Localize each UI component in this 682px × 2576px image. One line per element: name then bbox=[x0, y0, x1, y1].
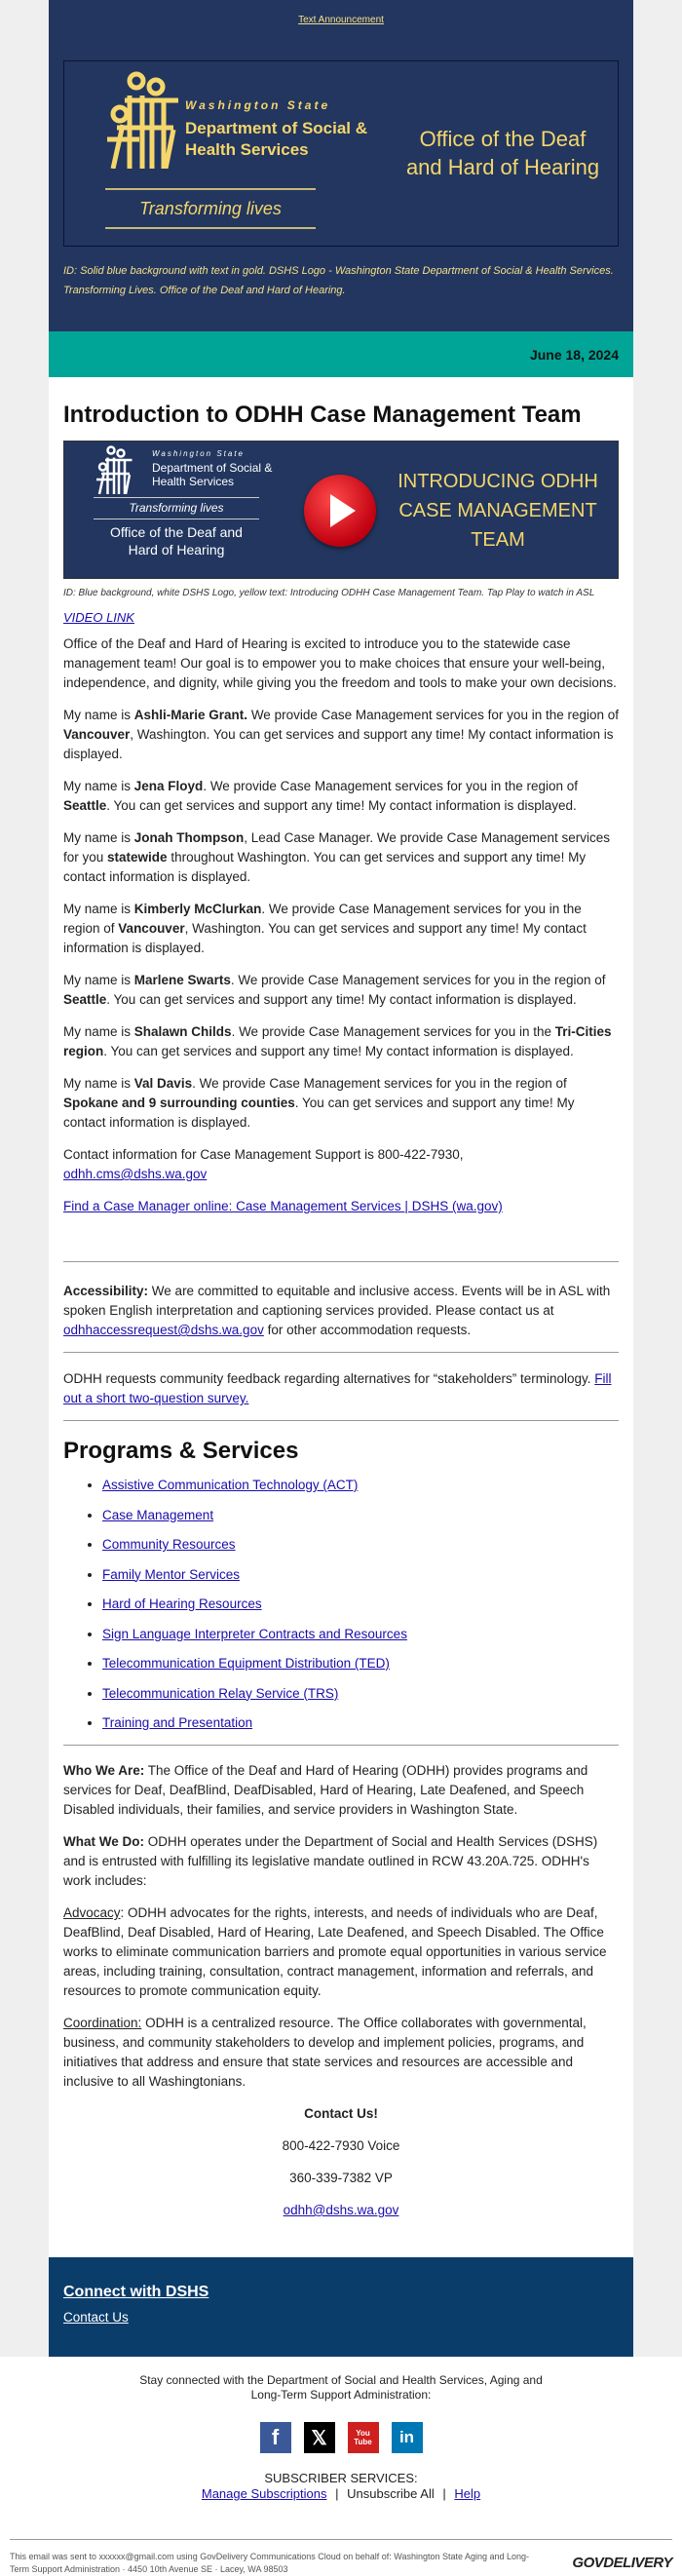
contact-text: Contact information for Case Management Support is 800-422-7930, bbox=[63, 1147, 464, 1162]
list-item bbox=[102, 1684, 619, 1704]
legal-footer bbox=[10, 2539, 672, 2576]
separator: | bbox=[442, 2486, 446, 2501]
survey-link[interactable]: Fill out a short two-question survey. bbox=[63, 1371, 612, 1405]
feedback-note bbox=[63, 1369, 619, 1408]
manage-subscriptions-link[interactable]: Manage Subscriptions bbox=[201, 2486, 327, 2501]
video-link[interactable]: VIDEO LINK bbox=[63, 610, 134, 625]
linkedin-icon[interactable]: in bbox=[392, 2422, 423, 2453]
divider bbox=[63, 1420, 619, 1421]
office-name: Office of the Deaf and Hard of Hearing bbox=[110, 524, 243, 557]
bio-region: Seattle bbox=[63, 798, 107, 813]
programs-list bbox=[102, 1476, 619, 1733]
list-item bbox=[102, 1654, 619, 1673]
program-link[interactable]: Training and Presentation bbox=[102, 1715, 253, 1730]
bio-text: . You can get services and support any time! My contact information is displayed. bbox=[106, 798, 577, 813]
access-request-email-link[interactable]: odhhaccessrequest@dshs.wa.gov bbox=[63, 1323, 264, 1337]
who-label: Who We Are: bbox=[63, 1763, 145, 1778]
contact-title: Contact Us! bbox=[304, 2106, 378, 2121]
who-text: The Office of the Deaf and Hard of Hearing (ODHH) provides programs and services for Deaf, DeafBlind, DeafDisabled, Hard of Hearing, Late Deafened, and Speech Disabled individuals, their families, and service providers in Washington State. bbox=[63, 1763, 588, 1817]
accessibility-text: for other accommodation requests. bbox=[263, 1323, 472, 1337]
email-container bbox=[49, 0, 633, 2357]
divider bbox=[105, 227, 316, 229]
bio-prefix: My name is bbox=[63, 830, 134, 845]
stay-connected-text: Stay connected with the Department of Social and Health Services, Aging and Long-Term Support Administration: bbox=[139, 2373, 543, 2402]
what-text: ODHH operates under the Department of Social and Health Services (DSHS) and is entrusted with fulfilling its legislative mandate outlined in RCW 43.20A.725. ODHH's work includes: bbox=[63, 1834, 598, 1888]
contact-email bbox=[63, 2201, 619, 2257]
bio-name: Jena Floyd bbox=[133, 779, 204, 793]
program-link[interactable]: Telecommunication Equipment Distribution (TED) bbox=[102, 1656, 390, 1671]
coordination bbox=[63, 2014, 619, 2092]
list-item bbox=[102, 1506, 619, 1525]
subscriber-footer bbox=[0, 2357, 682, 2576]
dshs-logo bbox=[103, 71, 386, 242]
connect-section bbox=[49, 2257, 633, 2357]
header-banner-image bbox=[63, 60, 619, 247]
program-link[interactable]: Family Mentor Services bbox=[102, 1566, 241, 1582]
coordination-label: Coordination: bbox=[63, 2016, 142, 2030]
bio-text: . We provide Case Management services for you in the region of bbox=[63, 902, 582, 936]
advocacy bbox=[63, 1903, 619, 2001]
what-label: What We Do: bbox=[63, 1834, 144, 1849]
bio-paragraph bbox=[63, 900, 619, 958]
separator: | bbox=[335, 2486, 339, 2501]
connect-with-dshs-link[interactable]: Connect with DSHS bbox=[63, 2284, 209, 2300]
what-we-do bbox=[63, 1832, 619, 1891]
bio-region: Spokane and 9 surrounding counties bbox=[63, 1096, 295, 1110]
program-link[interactable]: Hard of Hearing Resources bbox=[102, 1596, 262, 1611]
unsubscribe-all-link[interactable]: Unsubscribe All bbox=[347, 2486, 435, 2501]
logo-dept: Department of Social & Health Services bbox=[152, 461, 273, 488]
bio-prefix: My name is bbox=[63, 1024, 134, 1039]
bio-text: . You can get services and support any time! My contact information is displayed. bbox=[103, 1044, 574, 1058]
bio-paragraph bbox=[63, 1074, 619, 1133]
bio-region: Vancouver bbox=[63, 727, 131, 742]
date-bar bbox=[49, 331, 633, 377]
coordination-text: ODHH is a centralized resource. The Office collaborates with governmental, business, and community stakeholders to develop and implement policies, programs, and initiatives that address and ensure that state services and resources are accessible and inclusive to all Washingtonians. bbox=[63, 2016, 587, 2089]
facebook-icon[interactable]: f bbox=[260, 2422, 291, 2453]
bio-text: , Washington. You can get services and support any time! My contact information is displayed. bbox=[63, 727, 614, 761]
banner-caption: ID: Solid blue background with text in gold. DSHS Logo - Washington State Department of Social & Health Services. Transforming Lives. Office of the Deaf and Hard of Hearing. bbox=[63, 265, 614, 296]
govdelivery-logo: GOVDELIVERY bbox=[572, 2555, 672, 2571]
logo-dept: Department of Social & Health Services bbox=[185, 119, 368, 159]
logo-state: Washington State bbox=[185, 98, 331, 112]
dshs-logo-white bbox=[94, 442, 273, 578]
feedback-text: ODHH requests community feedback regarding alternatives for “stakeholders” terminology. bbox=[63, 1371, 595, 1386]
video-caption: ID: Blue background, white DSHS Logo, yellow text: Introducing ODHH Case Management Team. Tap Play to watch in ASL bbox=[63, 588, 595, 598]
bio-prefix: My name is bbox=[63, 1076, 134, 1091]
bio-name: Marlene Swarts bbox=[133, 973, 231, 987]
find-case-manager-link[interactable]: Find a Case Manager online: Case Management Services | DSHS (wa.gov) bbox=[63, 1199, 503, 1213]
bio-name: Val Davis bbox=[133, 1076, 193, 1091]
help-link[interactable]: Help bbox=[454, 2486, 481, 2501]
bio-text: throughout Washington. You can get services and support any time! My contact information is displayed. bbox=[63, 850, 587, 884]
vp-phone: 360-339-7382 VP bbox=[289, 2171, 393, 2185]
video-thumbnail[interactable] bbox=[63, 441, 619, 579]
bio-name: Ashli-Marie Grant. bbox=[133, 708, 248, 722]
divider bbox=[63, 1261, 619, 1262]
logo-tagline: Transforming lives bbox=[129, 501, 224, 515]
dshs-people-icon bbox=[105, 71, 183, 169]
divider bbox=[63, 1352, 619, 1353]
divider bbox=[63, 1745, 619, 1746]
divider bbox=[94, 497, 259, 498]
voice-phone: 800-422-7930 Voice bbox=[282, 2138, 400, 2153]
date: June 18, 2024 bbox=[529, 347, 619, 363]
accessibility-text: We are committed to equitable and inclusive access. Events will be in ASL with spoken English interpretation and captioning services provided. Please contact us at bbox=[63, 1284, 611, 1318]
bio-region: Seattle bbox=[63, 992, 107, 1007]
logo-tagline: Transforming lives bbox=[139, 199, 282, 218]
header bbox=[49, 0, 633, 331]
contact-us-link[interactable]: Contact Us bbox=[63, 2310, 129, 2325]
bio-text: . You can get services and support any time! My contact information is displayed. bbox=[106, 992, 577, 1007]
article-title: Introduction to ODHH Case Management Team bbox=[63, 402, 582, 428]
bio-text: . We provide Case Management services for you in the bbox=[231, 1024, 555, 1039]
office-name: Office of the Deaf and Hard of Hearing bbox=[405, 127, 600, 179]
subscriber-services bbox=[0, 2471, 682, 2502]
bio-text: . We provide Case Management services for you in the region of bbox=[230, 973, 606, 987]
bio-name: Jonah Thompson bbox=[133, 830, 245, 845]
dshs-people-icon bbox=[94, 445, 136, 494]
list-item bbox=[102, 1713, 619, 1733]
text-announcement-link[interactable]: Text Announcement bbox=[298, 15, 384, 25]
bio-prefix: My name is bbox=[63, 973, 134, 987]
divider bbox=[105, 188, 316, 190]
advocacy-text: : ODHH advocates for the rights, interests, and needs of individuals who are Deaf, DeafBlind, Deaf Disabled, Hard of Hearing, Late Deafened, and Speech Disabled. The Office works to eliminate communication barriers and promote equal opportunities in various service areas, including training, consultation, contract management, information and referrals, and resources to promote communication equity. bbox=[63, 1905, 607, 1998]
bio-name: Kimberly McClurkan bbox=[133, 902, 262, 916]
bio-paragraph bbox=[63, 971, 619, 1010]
bio-text: . We provide Case Management services for you in the region of bbox=[203, 779, 579, 793]
bio-prefix: My name is bbox=[63, 902, 134, 916]
intro-paragraph: Office of the Deaf and Hard of Hearing is excited to introduce you to the statewide case management team! Our goal is to empower you to make choices that ensure your well-being, independence, and dignity, while giving you the freedom and tools to make your own decisions. bbox=[63, 636, 617, 690]
accessibility-label: Accessibility: bbox=[63, 1284, 149, 1298]
contact-info bbox=[63, 1145, 619, 1184]
bio-region: statewide bbox=[107, 850, 168, 865]
main-content bbox=[49, 377, 633, 2257]
play-icon[interactable] bbox=[304, 475, 376, 547]
contact-email-link[interactable]: odhh.cms@dshs.wa.gov bbox=[63, 1167, 208, 1181]
social-icons bbox=[0, 2422, 682, 2453]
bio-region: Vancouver bbox=[118, 921, 185, 936]
bio-paragraph bbox=[63, 1022, 619, 1061]
bio-paragraph bbox=[63, 828, 619, 887]
advocacy-label: Advocacy bbox=[63, 1905, 121, 1920]
program-link[interactable]: Telecommunication Relay Service (TRS) bbox=[102, 1685, 339, 1701]
find-case-manager bbox=[63, 1197, 619, 1216]
bio-text: , Washington. You can get services and support any time! My contact information is displayed. bbox=[63, 921, 587, 955]
list-item bbox=[102, 1565, 619, 1585]
youtube-icon[interactable]: You Tube bbox=[348, 2422, 379, 2453]
bio-text: We provide Case Management services for you in the region of bbox=[247, 708, 620, 722]
odhh-email-link[interactable]: odhh@dshs.wa.gov bbox=[283, 2203, 399, 2217]
bio-text: , Lead Case Manager. We provide Case Management services for you bbox=[63, 830, 610, 865]
program-link[interactable]: Community Resources bbox=[102, 1537, 236, 1552]
bio-text: . We provide Case Management services for you in the region of bbox=[192, 1076, 567, 1091]
who-we-are bbox=[63, 1761, 619, 1820]
bio-name: Shalawn Childs bbox=[133, 1024, 232, 1039]
x-icon[interactable]: 𝕏 bbox=[304, 2422, 335, 2453]
subscriber-label: SUBSCRIBER SERVICES: bbox=[264, 2471, 418, 2485]
list-item bbox=[102, 1476, 619, 1495]
list-item bbox=[102, 1625, 619, 1644]
bio-paragraph bbox=[63, 777, 619, 816]
list-item bbox=[102, 1595, 619, 1614]
program-link[interactable]: Case Management bbox=[102, 1507, 214, 1522]
video-title: INTRODUCING ODHH CASE MANAGEMENT TEAM bbox=[398, 471, 598, 551]
bio-text: . You can get services and support any time! My contact information is displayed. bbox=[63, 1096, 575, 1130]
program-link[interactable]: Assistive Communication Technology (ACT) bbox=[102, 1478, 359, 1492]
bio-region: Tri-Cities region bbox=[63, 1024, 612, 1058]
programs-title: Programs & Services bbox=[63, 1438, 299, 1464]
accessibility-note bbox=[63, 1282, 619, 1340]
program-link[interactable]: Sign Language Interpreter Contracts and Resources bbox=[102, 1626, 407, 1641]
legal-text: This email was sent to xxxxxx@gmail.com using GovDelivery Communications Cloud on behalf of: Washington State Aging and Long-Term Support Administration · 4450 10th Avenue SE · Lacey, WA 98503 bbox=[10, 2552, 530, 2574]
bio-paragraph bbox=[63, 706, 619, 764]
bio-prefix: My name is bbox=[63, 708, 134, 722]
bio-prefix: My name is bbox=[63, 779, 134, 793]
logo-state: Washington State bbox=[152, 449, 246, 458]
list-item bbox=[102, 1535, 619, 1555]
